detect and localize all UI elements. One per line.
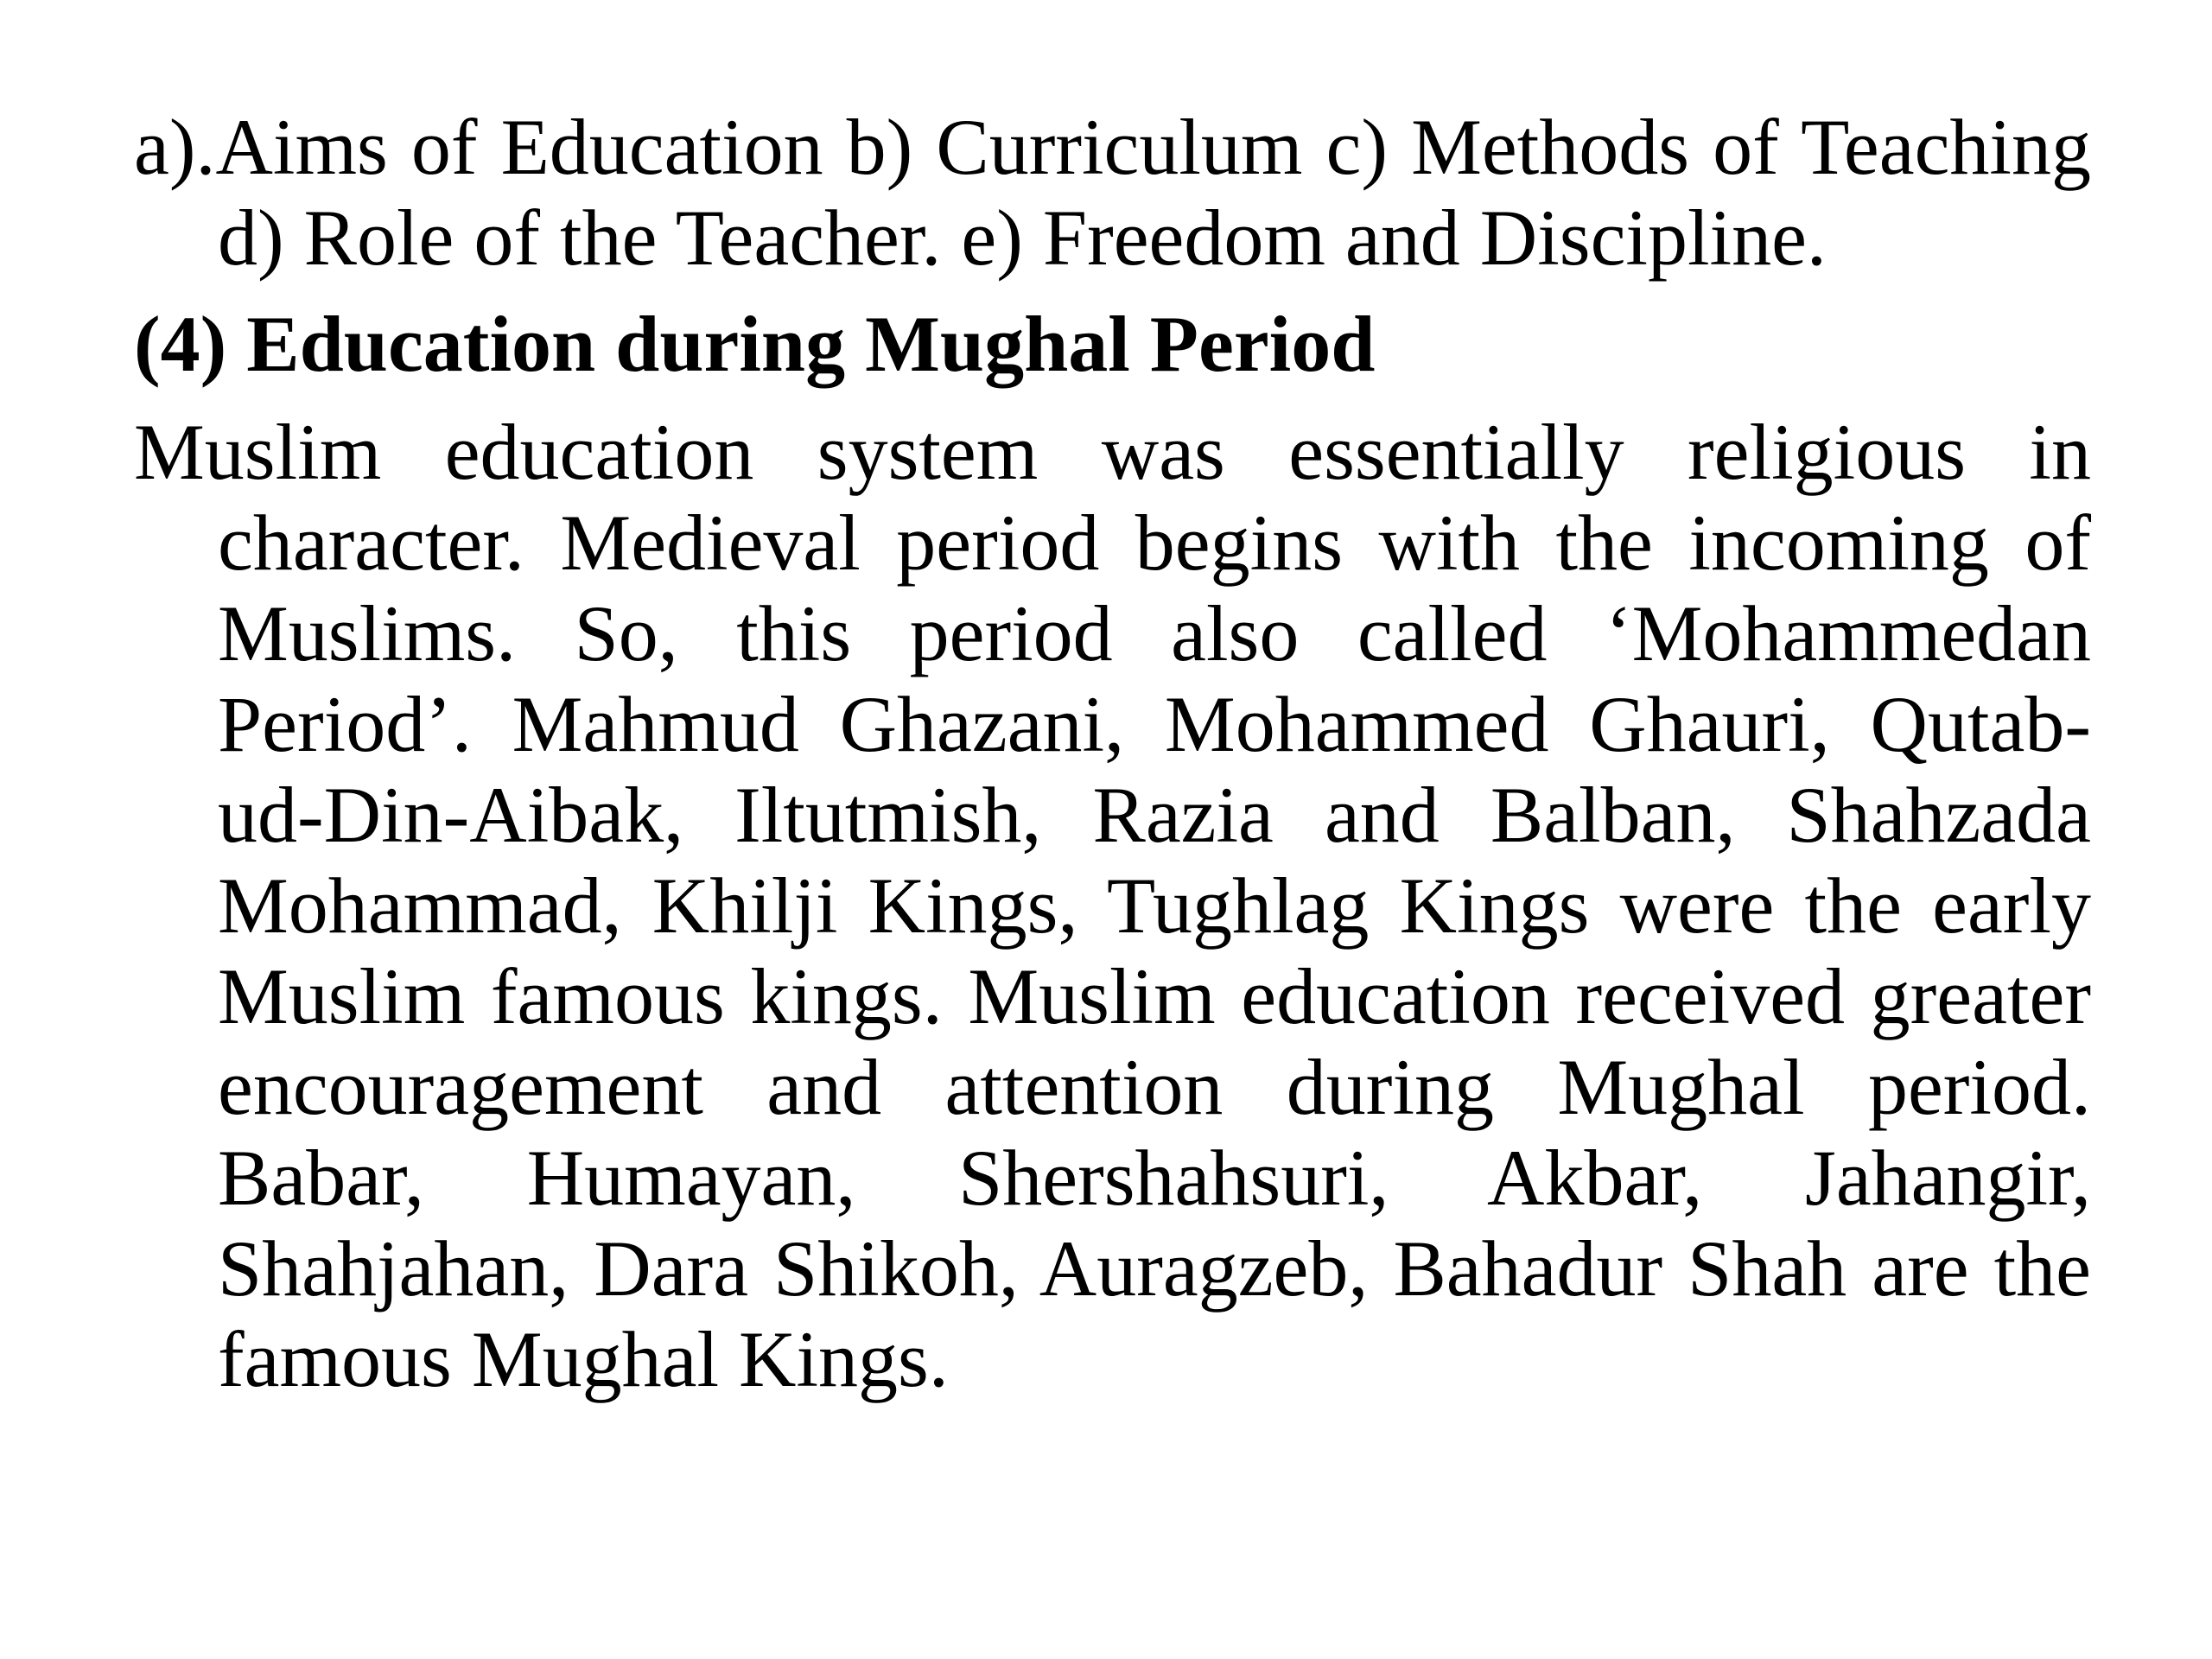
section-title: Education during Mughal Period <box>246 300 1376 388</box>
section-heading <box>134 299 2091 390</box>
section-number: (4) <box>134 300 227 388</box>
body-paragraph: Muslim education system was essentially religious in character. Medieval period begins with the incoming of Muslims. So, this period also called ‘Mohammedan Period’. Mahmud Ghazani, Mohammed Ghauri, Qutab-ud-Din-Aibak, Iltutmish, Razia and Balban, Shahzada Mohammad, Khilji Kings, Tughlag Kings were the early Muslim famous kings. Muslim education received greater encouragement and attention during Mughal period. Babar, Humayan, Shershahsuri, Akbar, Jahangir, Shahjahan, Dara Shikoh, Auragzeb, Bahadur Shah are the famous Mughal Kings. <box>134 408 2091 1403</box>
topics-paragraph: a).Aims of Education b) Curriculum c) Methods of Teaching d) Role of the Teacher. e) Freedom and Discipline. <box>134 103 2091 282</box>
document-page <box>134 102 2091 1405</box>
